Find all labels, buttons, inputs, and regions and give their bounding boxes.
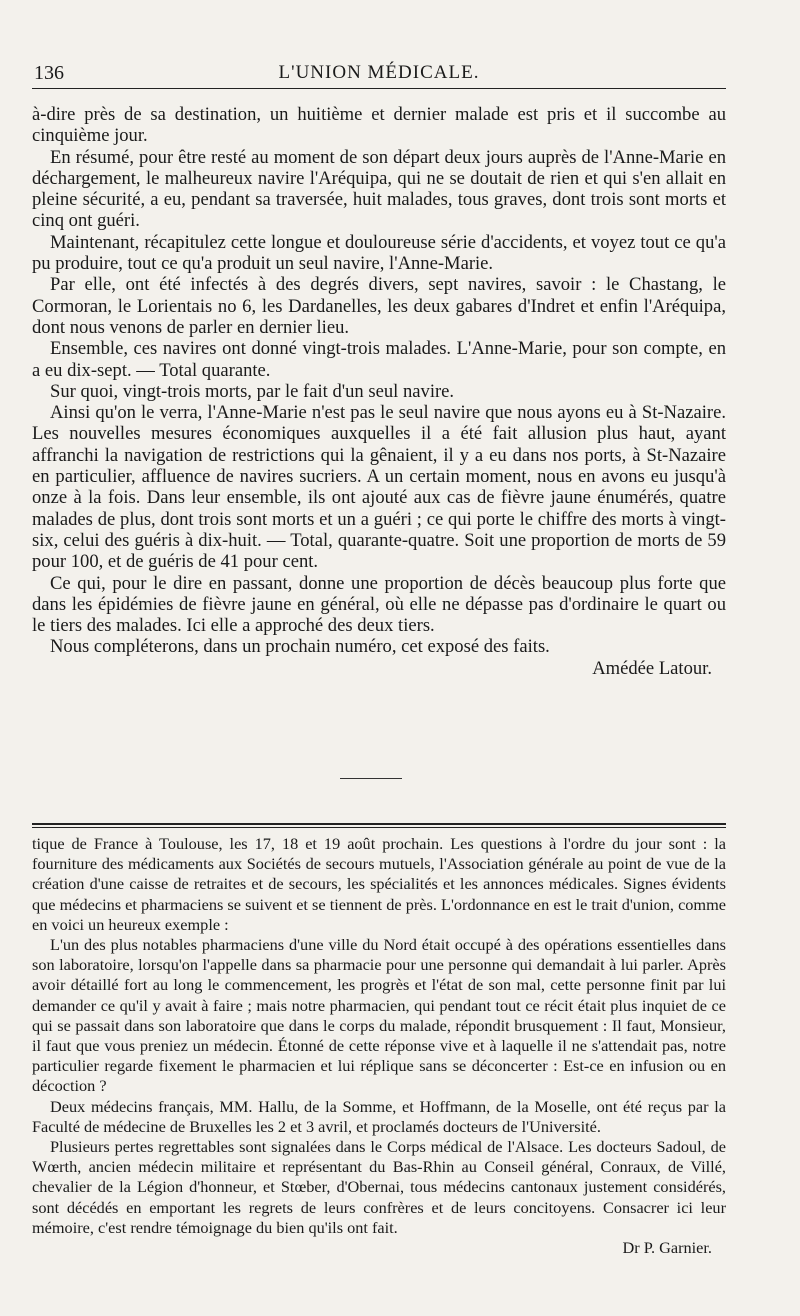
article-paragraph: Maintenant, récapitulez cette longue et douloureuse série d'accidents, et voyez tout ce qu'a pu produire, tout ce qu'a produit un seul navire, l'Anne-Marie.	[32, 231, 726, 275]
feuilleton-paragraph: L'un des plus notables pharmaciens d'une ville du Nord était occupé à des opérations essentielles dans son laboratoire, lorsqu'on l'appelle dans sa pharmacie pour une personne qui demandait à lui parler. Après avoir détaillé fort au long le commencement, les progrès et l'état de son mal, cette personne finit par lui demander ce qu'il y avait à faire ; mais notre pharmacien, qui pendant tout ce récit était plus inquiet de ce qui se passait dans son laboratoire que dans le corps du malade, répondit brusquement : Il faut, Monsieur, il faut que vous preniez un médecin. Étonné de cette réponse vive et à laquelle il ne s'attendait pas, notre particulier regarde fixement le pharmacien et lui réplique sans se déconcerter : Est-ce en infusion ou en décoction ?	[32, 935, 726, 1096]
article-paragraph: Ensemble, ces navires ont donné vingt-trois malades. L'Anne-Marie, pour son compte, en a eu dix-sept. — Total quarante.	[32, 338, 726, 381]
article-paragraph: En résumé, pour être resté au moment de son départ deux jours auprès de l'Anne-Marie en déchargement, le malheureux navire l'Aréquipa, qui ne se doutait de rien et qui s'en allait en pleine sécurité, a eu, pendant sa traversée, huit malades, tous graves, dont trois sont morts et cinq ont guéri.	[32, 146, 726, 232]
feuilleton-rule-thin	[32, 827, 726, 828]
article-paragraph: Nous compléterons, dans un prochain numéro, cet exposé des faits.	[50, 636, 550, 658]
feuilleton-body	[32, 834, 726, 1258]
article-body	[32, 104, 726, 679]
article-paragraph: Sur quoi, vingt-trois morts, par le fait d'un seul navire.	[50, 380, 455, 402]
article-paragraph: à-dire près de sa destination, un huitième et dernier malade est pris et il succombe au cinquième jour.	[32, 104, 726, 147]
article-paragraph: Ainsi qu'on le verra, l'Anne-Marie n'est pas le seul navire que nous ayons eu à St-Nazaire. Les nouvelles mesures économiques auxquelles il a été fait allusion plus haut, ayant affranchi la navigation de restrictions qui la gênaient, il y a eu dans nos ports, à St-Nazaire en particulier, affluence de navires sucriers. A un certain moment, nous en avons eu jusqu'à onze à la fois. Dans leur ensemble, ils ont ajouté aux cas de fièvre jaune énumérés, quatre malades de plus, dont trois sont morts et un a guéri ; ce qui porte le chiffre des morts à vingt-six, celui des guéris à dix-huit. — Total, quarante-quatre. Soit une proportion de morts de 59 pour 100, et de guéris de 41 pour cent.	[32, 402, 726, 573]
running-title: L'UNION MÉDICALE.	[278, 62, 480, 83]
section-separator	[340, 778, 402, 779]
article-paragraph: Ce qui, pour le dire en passant, donne une proportion de décès beaucoup plus forte que dans les épidémies de fièvre jaune en général, où elle ne dépasse pas d'ordinaire le quart ou le tiers des malades. Ici elle a approché des deux tiers.	[32, 572, 726, 637]
feuilleton-signature: Dr P. Garnier.	[622, 1238, 712, 1258]
article-signature: Amédée Latour.	[592, 657, 712, 679]
feuilleton-paragraph: Deux médecins français, MM. Hallu, de la Somme, et Hoffmann, de la Moselle, ont été reçus par la Faculté de médecine de Bruxelles les 2 et 3 avril, et proclamés docteurs de l'Université.	[32, 1096, 726, 1136]
feuilleton-paragraph: Plusieurs pertes regrettables sont signalées dans le Corps médical de l'Alsace. Les docteurs Sadoul, de Wœrth, ancien médecin militaire et représentant du Bas-Rhin au Conseil général, Conraux, de Villé, chevalier de la Légion d'honneur, et Stœber, d'Obernai, tous médecins cantonaux justement considérés, sont décédés en emportant les regrets de leurs confrères et de leurs concitoyens. Consacrer ici leur mémoire, c'est rendre témoignage du bien qu'ils ont fait.	[32, 1137, 726, 1237]
article-paragraph: Par elle, ont été infectés à des degrés divers, sept navires, savoir : le Chastang, le Cormoran, le Lorientais no 6, les Dardanelles, les deux gabares d'Indret et enfin l'Aréquipa, dont nous venons de parler en dernier lieu.	[32, 274, 726, 338]
feuilleton-rule	[32, 823, 726, 825]
page-header	[32, 60, 726, 89]
page-number: 136	[34, 62, 64, 84]
feuilleton-paragraph: tique de France à Toulouse, les 17, 18 et 19 août prochain. Les questions à l'ordre du jour sont : la fourniture des médicaments aux Sociétés de secours mutuels, l'Association générale au point de vue de la création d'une caisse de retraites et de secours, les spécialités et les annonces médicales. Signes évidents que médecins et pharmaciens se suivent et se tiennent de près. L'ordonnance en est le trait d'union, comme en voici un heureux exemple :	[32, 834, 726, 934]
